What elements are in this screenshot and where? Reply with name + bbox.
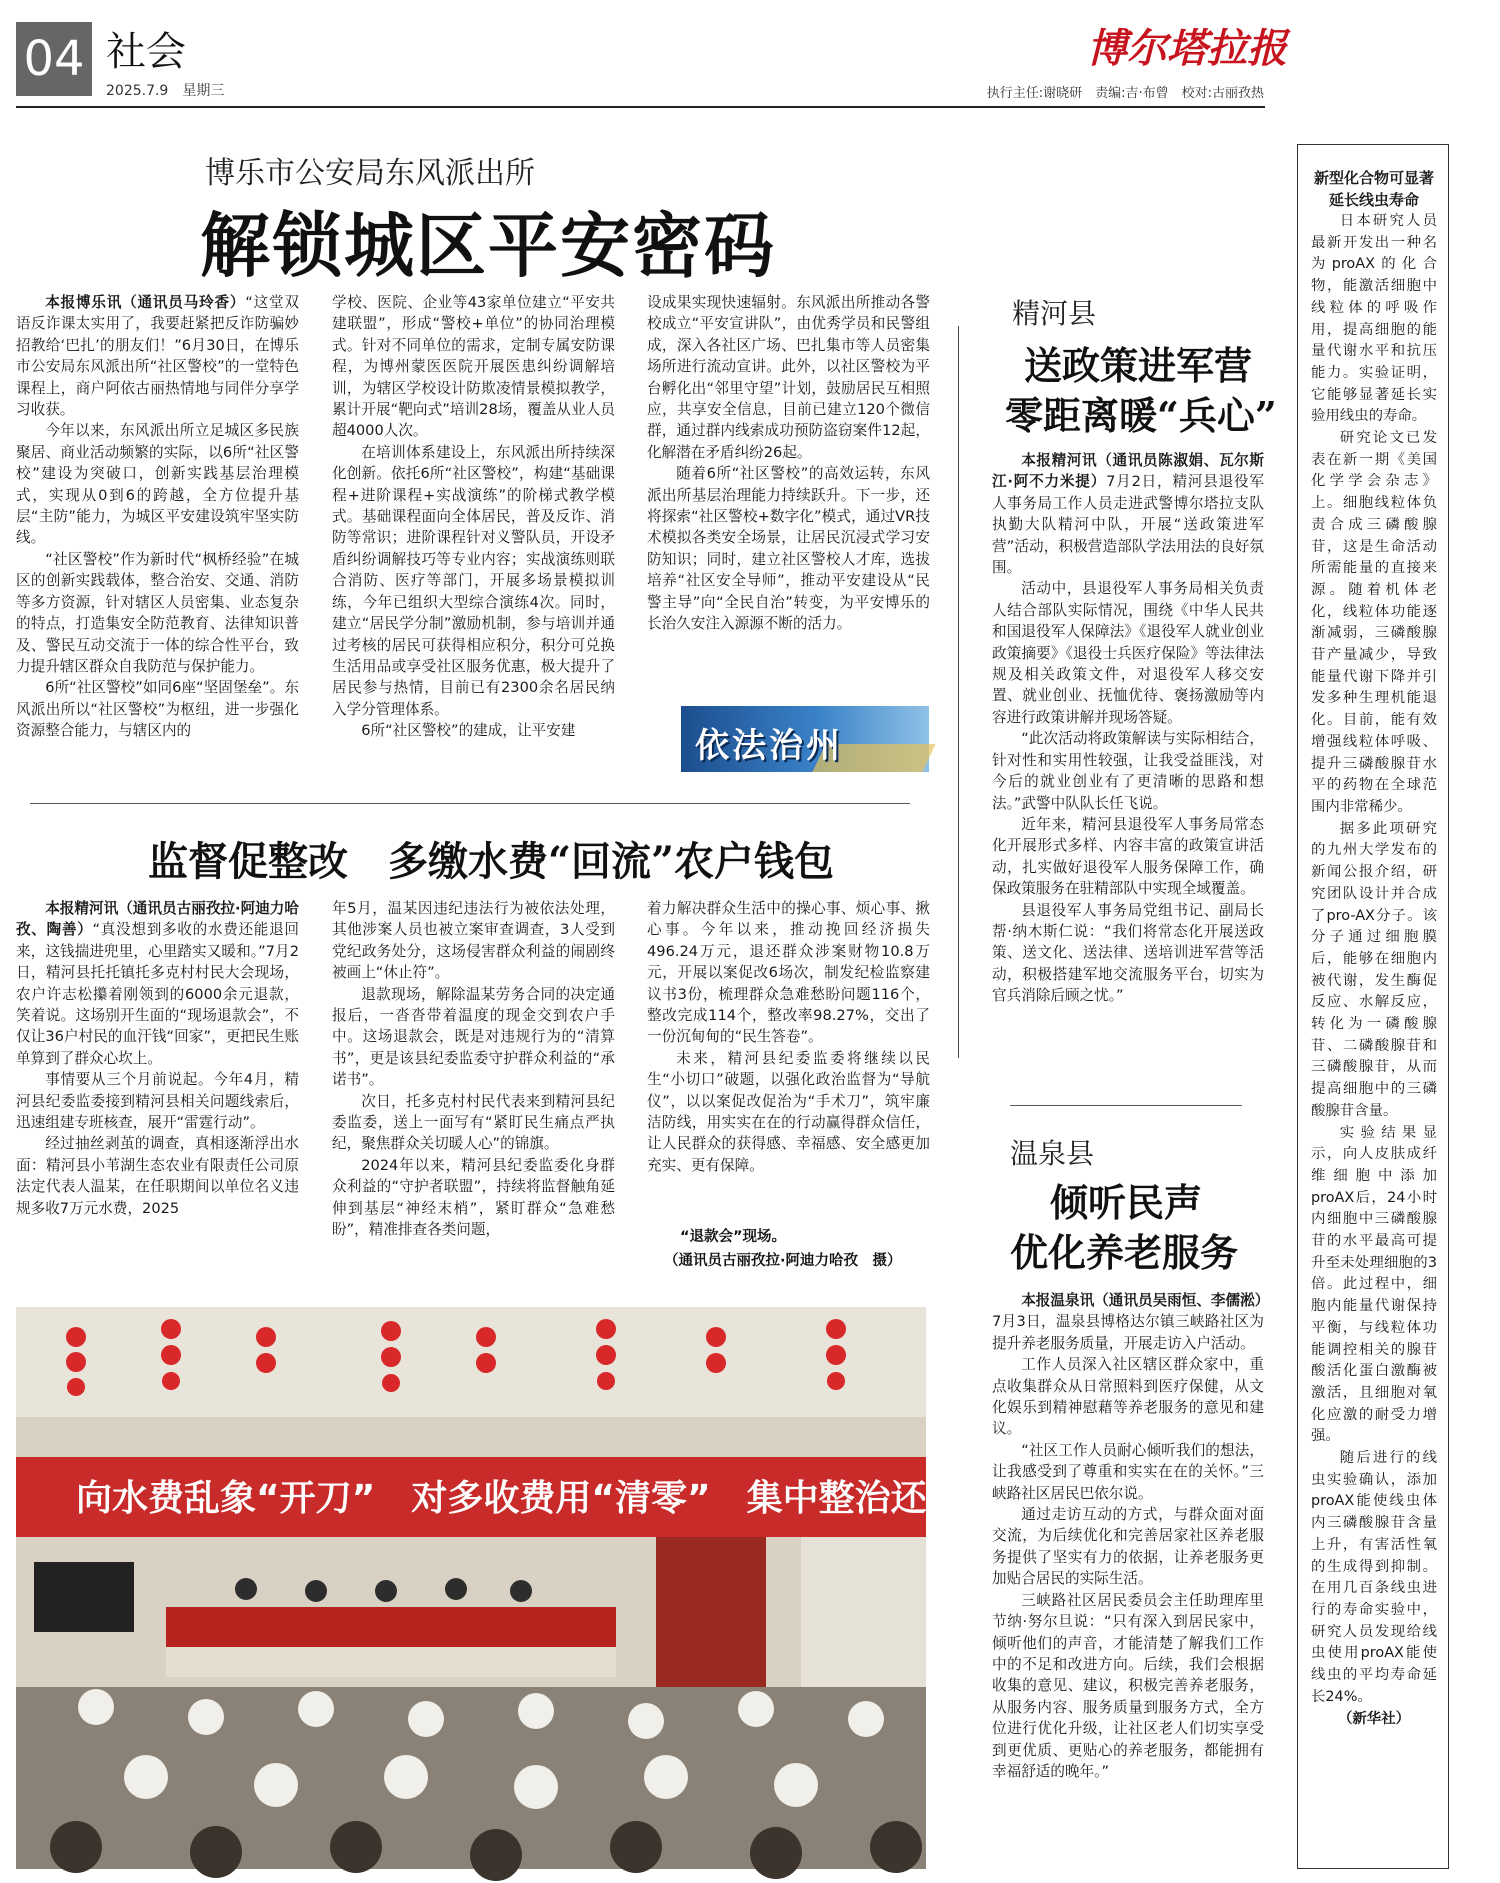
story4-para: 三峡路社区居民委员会主任助理库里节纳·努尔旦说：“只有深入到居民家中，倾听他们的声音，才能清楚了解我们工作中的不足和改进方向。后续，我们会根据收集的意见、建议，积极完善养老服务，从服务内容、服务质量到服务方式，全方位进行优化升级，让社区老人们切实享受到更优质、更贴心的养老服务，都能拥有幸福舒适的晚年。”: [992, 1591, 1264, 1780]
rule-of-law-badge: [681, 706, 929, 772]
story3-para: 近年来，精河县退役军人事务局常态化开展形式多样、内容丰富的政策宣讲活动，扎实做好退役军人服务保障工作，确保政策服务在驻精部队中实现全域覆盖。: [992, 815, 1264, 898]
header-rule: [16, 106, 1265, 108]
newspaper-logo: [1085, 18, 1287, 76]
story2-para: 未来，精河县纪委监委将继续以民生“小切口”破题，以强化政治监督为“导航仪”，以以案促改促治为“手术刀”，筑牢廉洁防线，用实实在在的行动赢得群众信任，让人民群众的获得感、幸福感、安全感更加充实、更有保障。: [647, 1049, 930, 1174]
story1-column-3: [647, 292, 930, 694]
story1-para: 随着6所“社区警校”的高效运转，东风派出所基层治理能力持续跃升。下一步，还将探索“社区警校+数字化”模式，通过VR技术模拟各类安全场景，让居民沉浸式学习安防知识；同时，建立社区警校人才库，选拔培养“社区安全导师”，推动平安建设从“民警主导”向“全民自治”转变，为平安博乐的长治久安注入源源不断的活力。: [647, 465, 930, 633]
story1-para: 设成果实现快速辐射。东风派出所推动各警校成立“平安宣讲队”，由优秀学员和民警组成，深入各社区广场、巴扎集市等人员密集场所进行流动宣讲。此外，以社区警校为平台孵化出“邻里守望”计划，鼓励居民互相照应，共享安全信息，目前已建立120个微信群，通过群内线索成功预防盗窃案件12起，化解潜在矛盾纠纷26起。: [647, 294, 930, 461]
story4-para: “社区工作人员耐心倾听我们的想法，让我感受到了尊重和实实在在的关怀。”三峡路社区居民巴依尔说。: [992, 1441, 1264, 1502]
story4-byline: 本报温泉讯（通讯员吴雨恒、李儒淞）: [1021, 1292, 1270, 1309]
story1-para: 6所“社区警校”的建成，让平安建: [361, 722, 576, 740]
story1-para: 学校、医院、企业等43家单位建立“平安共建联盟”，形成“警校+单位”的协同治理模式。针对不同单位的需求，定制专属安防课程，为博州蒙医医院开展医患纠纷调解培训，为辖区学校设计防欺凌情景模拟教学，累计开展“靶向式”培训28场，覆盖从业人员超4000人次。: [332, 294, 615, 440]
story1-para: 今年以来，东风派出所立足城区多民族聚居、商业活动频繁的实际，以6所“社区警校”建设为突破口，创新实践基层治理模式，实现从0到6的跨越，全方位提升基层“主防”能力，为城区平安建设筑牢坚实防线。: [16, 422, 299, 547]
story3-body: [992, 450, 1264, 1078]
story2-para: 本报精河讯（通讯员古丽孜拉·阿迪力哈孜、陶善）“真没想到多收的水费还能退回来，这钱揣进兜里，心里踏实又暖和。”7月2日，精河县托托镇托多克村村民大会现场，农户许志松攥着刚领到的6000余元退款，笑着说。这场别开生面的“现场退款会”，不仅让36户村民的血汗钱“回家”，更把民生账单算到了群众心坎上。: [16, 900, 299, 1067]
story4-county: 温泉县: [1010, 1137, 1095, 1170]
story2-headline: 监督促整改 多缴水费“回流”农户钱包: [148, 838, 835, 885]
story2-para: 次日，托多克村村民代表来到精河县纪委监委，送上一面写有“紧盯民生痛点严执纪，聚焦群众关切暖人心”的锦旗。: [332, 1092, 615, 1153]
sidebar-para: 研究论文已发表在新一期《美国化学学会杂志》上。细胞线粒体负责合成三磷酸腺苷，这是生命活动所需能量的直接来源。随着机体老化，线粒体功能逐渐减弱，三磷酸腺苷产量减少，导致能量代谢下降并引发多种生理机能退化。目前，能有效增强线粒体呼吸、提升三磷酸腺苷水平的药物在全球范围内非常稀少。: [1311, 430, 1437, 815]
photo-credit: （通讯员古丽孜拉·阿迪力哈孜 摄）: [664, 1253, 902, 1269]
sidebar-para: 据多此项研究的九州大学发布的新闻公报介绍，研究团队设计并合成了pro-AX分子。该分子通过细胞膜后，能够在细胞内被代谢，发生酶促反应、水解反应，转化为一磷酸腺苷、二磷酸腺苷和三磷酸腺苷，从而提高细胞中的三磷酸腺苷含量。: [1311, 820, 1437, 1119]
story4-headline-1: 倾听民声: [1050, 1180, 1203, 1225]
date: 2025.7.9: [106, 83, 169, 99]
badge-label: 依法治州: [695, 726, 843, 766]
story2-column-1: [16, 898, 299, 1264]
story2-column-2: [332, 898, 615, 1264]
story2-para: 事情要从三个月前说起。今年4月，精河县纪委监委接到精河县相关问题线索后，迅速组建专班核查，展开“雷霆行动”。: [16, 1071, 299, 1132]
story4-para: 通过走访互动的方式，与群众面对面交流，为后续优化和完善居家社区养老服务提供了坚实有力的依据，让养老服务更加贴合居民的实际生活。: [992, 1506, 1264, 1588]
photo-caption: “退款会”现场。: [680, 1229, 787, 1245]
issue-date: [106, 80, 224, 100]
story3-headline-2: 零距离暖“兵心”: [1005, 393, 1277, 438]
story2-para: 退款现场，解除温某劳务合同的决定通报后，一沓沓带着温度的现金交到农户手中。这场退款会，既是对违规行为的“清算书”，更是该县纪委监委守护群众利益的“承诺书”。: [332, 985, 615, 1089]
story1-para: 本报博乐讯（通讯员马玲香）“这堂双语反诈课太实用了，我要赶紧把反诈防骗妙招教给‘巴扎’的朋友们！”6月30日，在博乐市公安局东风派出所“社区警校”的一堂特色课程上，商户阿依古丽热情地与同伴分享学习收获。: [16, 294, 299, 419]
sidebar-source: （新华社）: [1338, 1710, 1410, 1727]
story2-para: 着力解决群众生活中的操心事、烦心事、揪心事。今年以来，推动挽回经济损失496.24万元，退还群众涉案财物10.8万元，开展以案促改6场次，制发纪检监察建议书3份，梳理群众急难愁盼问题116个，整改完成114个，整改率98.27%，交出了一份沉甸甸的“民生答卷”。: [647, 900, 930, 1046]
story1-para: 在培训体系建设上，东风派出所持续深化创新。依托6所“社区警校”，构建“基础课程+进阶课程+实战演练”的阶梯式教学模式。基础课程面向全体居民，普及反诈、消防等常识；进阶课程针对义警队员，开设矛盾纠纷调解技巧等专业内容；实战演练则联合消防、医疗等部门，开展多场景模拟训练，今年已组织大型综合演练4次。同时，建立“居民学分制”激励机制，参与培训并通过考核的居民可获得相应积分，积分可兑换生活用品或享受社区服务优惠，极大提升了居民参与热情，目前已有2300余名居民纳入学分管理体系。: [332, 443, 615, 718]
meeting-photo: [16, 1307, 1035, 1869]
story2-para: 2024年以来，精河县纪委监委化身群众利益的“守护者联盟”，持续将监督触角延伸到基层“神经末梢”，紧盯群众“急难愁盼”，精准排查各类问题，: [332, 1156, 615, 1239]
story2-column-3: [647, 898, 930, 1224]
story1-para: “社区警校”作为新时代“枫桥经验”在城区的创新实践载体，整合治安、交通、消防等多方资源，针对辖区人员密集、业态复杂的特点，打造集安全防范教育、法律知识普及、警民互动交流于一体的综合性平台，致力提升辖区群众自我防范与保护能力。: [16, 550, 299, 675]
story1-kicker: 博乐市公安局东风派出所: [205, 156, 535, 191]
section-divider: [30, 803, 910, 804]
story3-headline-1: 送政策进军营: [1024, 343, 1253, 388]
story1-headline: 解锁城区平安密码: [200, 204, 776, 287]
story3-para: 县退役军人事务局党组书记、副局长帮·纳木斯仁说：“我们将常态化开展送政策、送文化、送法律、送培训进军营等活动，积极搭建军地交流服务平台，切实为官兵消除后顾之忧。”: [992, 901, 1264, 1005]
science-news-sidebar: [1297, 144, 1449, 1869]
story2-para: 年5月，温某因违纪违法行为被依法处理，其他涉案人员也被立案审查调查，3人受到党纪政务处分，这场侵害群众利益的闹剧终被画上“休止符”。: [332, 900, 615, 982]
story1-para: 6所“社区警校”如同6座“坚固堡垒”。东风派出所以“社区警校”为枢纽，进一步强化资源整合能力，与辖区内的: [16, 679, 299, 740]
story3-para: 本报精河讯（通讯员陈淑娟、瓦尔斯江·阿不力米提）7月2日，精河县退役军人事务局工作人员走进武警博尔塔拉支队执勤大队精河中队，开展“送政策进军营”活动，积极营造部队学法用法的良好氛围。: [992, 452, 1264, 577]
meeting-photo-illustration: [16, 1307, 926, 1869]
story3-byline: 本报精河讯（通讯员陈淑娟、瓦尔斯江·阿不力米提）: [992, 452, 1264, 491]
story1-column-2: [332, 292, 615, 768]
story4-body: [992, 1290, 1270, 1870]
story1-byline: 本报博乐讯（通讯员马玲香）: [45, 294, 246, 311]
sidebar-headline: 新型化合物可显著延长线虫寿命: [1313, 169, 1434, 209]
story4-para: 工作人员深入社区辖区群众家中，重点收集群众从日常照料到医疗保健，从文化娱乐到精神慰藉等养老服务的意见和建议。: [992, 1356, 1264, 1438]
weekday: 星期三: [182, 83, 225, 99]
story2-byline: 本报精河讯（通讯员古丽孜拉·阿迪力哈孜、陶善）: [16, 900, 299, 939]
story3-county: 精河县: [1012, 297, 1097, 330]
story-divider: [1010, 1105, 1242, 1106]
page-number: 04: [16, 22, 92, 96]
sidebar-para: 实验结果显示，向人皮肤成纤维细胞中添加proAX后，24小时内细胞中三磷酸腺苷的水平最高可提升至未处理细胞的3倍。此过程中，细胞内能量代谢保持平衡，与线粒体功能调控相关的腺苷酸活化蛋白激酶被激活，且细胞对氧化应激的耐受力增强。: [1311, 1124, 1437, 1445]
sidebar-text: [1311, 167, 1437, 1857]
story4-para: 本报温泉讯（通讯员吴雨恒、李儒淞）7月3日，温泉县博格达尔镇三峡路社区为提升养老服务质量，开展走访入户活动。: [992, 1292, 1270, 1352]
story3-para: 活动中，县退役军人事务局相关负责人结合部队实际情况，围绕《中华人民共和国退役军人保障法》《退役军人就业创业政策摘要》《退役士兵医疗保险》等法律法规及相关政策文件，对退役军人移交安置、就业创业、抚恤优待、褒扬激励等内容进行政策讲解并现场答疑。: [992, 580, 1264, 726]
logo-text: 博尔塔拉报: [1087, 25, 1287, 72]
section-title: 社会: [106, 29, 186, 75]
story1-column-1: [16, 292, 299, 768]
story3-para: “此次活动将政策解读与实际相结合，针对性和实用性较强，让我受益匪浅，对今后的就业创业有了更清晰的思路和想法。”武警中队队长任飞说。: [992, 730, 1264, 812]
sidebar-para: 随后进行的线虫实验确认，添加proAX能使线虫体内三磷酸腺苷含量上升，有害活性氧的生成得到抑制。在用几百条线虫进行的寿命实验中，研究人员发现给线虫使用proAX能使线虫的平均寿命延长24%。: [1311, 1450, 1437, 1705]
story2-para: 经过抽丝剥茧的调查，真相逐渐浮出水面：精河县小苇湖生态农业有限责任公司原法定代表人温某，在任职期间以单位名义违规多收7万元水费，2025: [16, 1135, 299, 1217]
column-divider: [958, 326, 959, 1058]
editor-credits: 执行主任:谢晓研 责编:吉·布曾 校对:古丽孜热: [986, 86, 1264, 101]
story4-headline-2: 优化养老服务: [1010, 1230, 1239, 1275]
photo-banner-text: 向水费乱象“开刀” 对多收费用“清零” 集中整治还利于民: [76, 1478, 1035, 1519]
sidebar-para: 日本研究人员最新开发出一种名为proAX的化合物，能激活细胞中线粒体的呼吸作用，提高细胞的能量代谢水平和抗压能力。实验证明，它能够显著延长实验用线虫的寿命。: [1311, 213, 1437, 425]
